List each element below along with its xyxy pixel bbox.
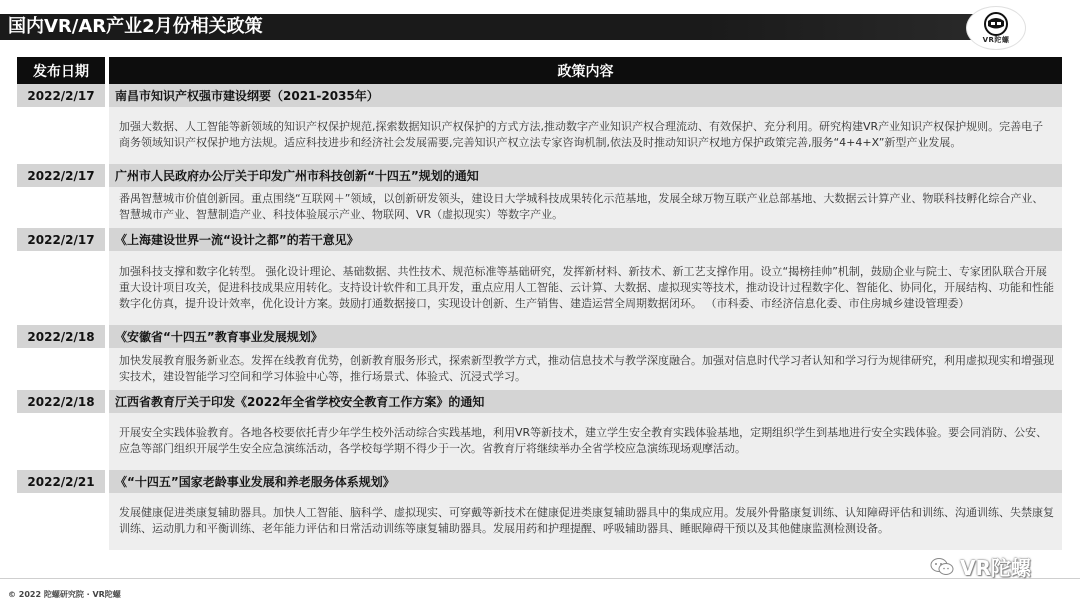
policy-title: 江西省教育厅关于印发《2022年全省学校安全教育工作方案》的通知	[109, 390, 1062, 413]
table-row-header	[17, 164, 1062, 187]
policy-content: 番禺智慧城市价值创新园。重点围绕“互联网＋”领域，以创新研发领头，建设日大学城科技成果转化示范基地，发展全球万物互联产业总部基地、大数据云计算产业、物联科技孵化综合产业、智慧城市产业、智慧制造产业、科技体验展示产业、物联网、VR（虚拟现实）等数字产业。	[109, 187, 1062, 228]
wechat-icon	[930, 557, 954, 577]
table-row-body	[17, 251, 1062, 325]
table-row-header	[17, 390, 1062, 413]
policy-entry	[17, 164, 1062, 228]
publish-date: 2022/2/17	[17, 164, 105, 187]
policy-title: 南昌市知识产权强市建设纲要（2021-2035年）	[109, 84, 1062, 107]
policy-title: 《安徽省“十四五”教育事业发展规划》	[109, 325, 1062, 348]
table-row-body	[17, 187, 1062, 228]
policy-content: 加强科技支撑和数字化转型。 强化设计理论、基础数据、共性技术、规范标准等基础研究，发挥新材料、新技术、新工艺支撑作用。设立“揭榜挂帅”机制，鼓励企业与院士、专家团队联合开展重大设计项目攻关，促进科技成果应用转化。支持设计软件和工具开发，重点应用人工智能、云计算、大数据、虚拟现实等技术，推动设计过程数字化、智能化、协同化，开展结构、功能和性能数字化仿真，提升设计效率，优化设计方案。鼓励打通数据接口，实现设计创新、生产销售、建造运营全周期数据闭环。 （市科委、市经济信息化委、市住房城乡建设管理委）	[109, 251, 1062, 325]
table-row-body	[17, 493, 1062, 550]
policy-content: 加快发展教育服务新业态。发挥在线教育优势，创新教育服务形式，探索新型教学方式，推动信息技术与教学深度融合。加强对信息时代学习者认知和学习行为规律研究，利用虚拟现实和增强现实技术，建设智能学习空间和学习体验中心等，推行场景式、体验式、沉浸式学习。	[109, 348, 1062, 390]
page-title: 国内VR/AR产业2月份相关政策	[8, 16, 263, 37]
table-row-body	[17, 348, 1062, 390]
policy-entry	[17, 228, 1062, 325]
column-header-date: 发布日期	[17, 57, 105, 84]
policy-content: 开展安全实践体验教育。各地各校要依托青少年学生校外活动综合实践基地，利用VR等新技术，建立学生安全教育实践体验基地，定期组织学生到基地进行安全实践体验。要会同消防、公安、应急等部门组织开展学生安全应急演练活动，各学校每学期不得少于一次。省教育厅将继续举办全省学校应急演练现场观摩活动。	[109, 413, 1062, 470]
empty-cell	[17, 413, 105, 470]
policy-entry	[17, 325, 1062, 390]
logo-text: VR陀螺	[982, 36, 1010, 44]
policy-title: 《“十四五”国家老龄事业发展和养老服务体系规划》	[109, 470, 1062, 493]
publish-date: 2022/2/18	[17, 325, 105, 348]
empty-cell	[17, 187, 105, 228]
policy-entry	[17, 84, 1062, 164]
publish-date: 2022/2/17	[17, 228, 105, 251]
publish-date: 2022/2/21	[17, 470, 105, 493]
brand-logo	[966, 6, 1026, 50]
empty-cell	[17, 493, 105, 550]
gyroscope-logo-icon	[983, 11, 1009, 37]
title-bar	[0, 0, 1080, 52]
table-row-body	[17, 413, 1062, 470]
empty-cell	[17, 107, 105, 164]
footer-copyright: © 2022 陀螺研究院 · VR陀螺	[8, 590, 121, 599]
table-header	[17, 57, 1062, 84]
column-header-content: 政策内容	[109, 57, 1062, 84]
watermark-text: VR陀螺	[960, 556, 1031, 580]
footer-divider	[0, 578, 1080, 579]
policy-entry	[17, 470, 1062, 550]
table-row-header	[17, 470, 1062, 493]
watermark	[930, 552, 1031, 581]
publish-date: 2022/2/18	[17, 390, 105, 413]
policy-title: 《上海建设世界一流“设计之都”的若干意见》	[109, 228, 1062, 251]
empty-cell	[17, 251, 105, 325]
publish-date: 2022/2/17	[17, 84, 105, 107]
table-row-header	[17, 325, 1062, 348]
table-row-body	[17, 107, 1062, 164]
policy-entry	[17, 390, 1062, 470]
policy-content: 加强大数据、人工智能等新领域的知识产权保护规范,探索数据知识产权保护的方式方法,推动数字产业知识产权合理流动、有效保护、充分利用。研究构建VR产业知识产权保护规则。完善电子商务领域知识产权保护地方法规。适应科技进步和经济社会发展需要,完善知识产权立法专家咨询机制,依法及时推动知识产权地方保护政策完善,服务“4+4+X”新型产业发展。	[109, 107, 1062, 164]
empty-cell	[17, 348, 105, 390]
table-row-header	[17, 228, 1062, 251]
policy-content: 发展健康促进类康复辅助器具。加快人工智能、脑科学、虚拟现实、可穿戴等新技术在健康促进类康复辅助器具中的集成应用。发展外骨骼康复训练、认知障碍评估和训练、沟通训练、失禁康复训练、运动肌力和平衡训练、老年能力评估和日常活动训练等康复辅助器具。发展用药和护理提醒、呼吸辅助器具、睡眠障碍干预以及其他健康监测检测设备。	[109, 493, 1062, 550]
policy-table	[17, 57, 1062, 550]
table-row-header	[17, 84, 1062, 107]
policy-title: 广州市人民政府办公厅关于印发广州市科技创新“十四五”规划的通知	[109, 164, 1062, 187]
